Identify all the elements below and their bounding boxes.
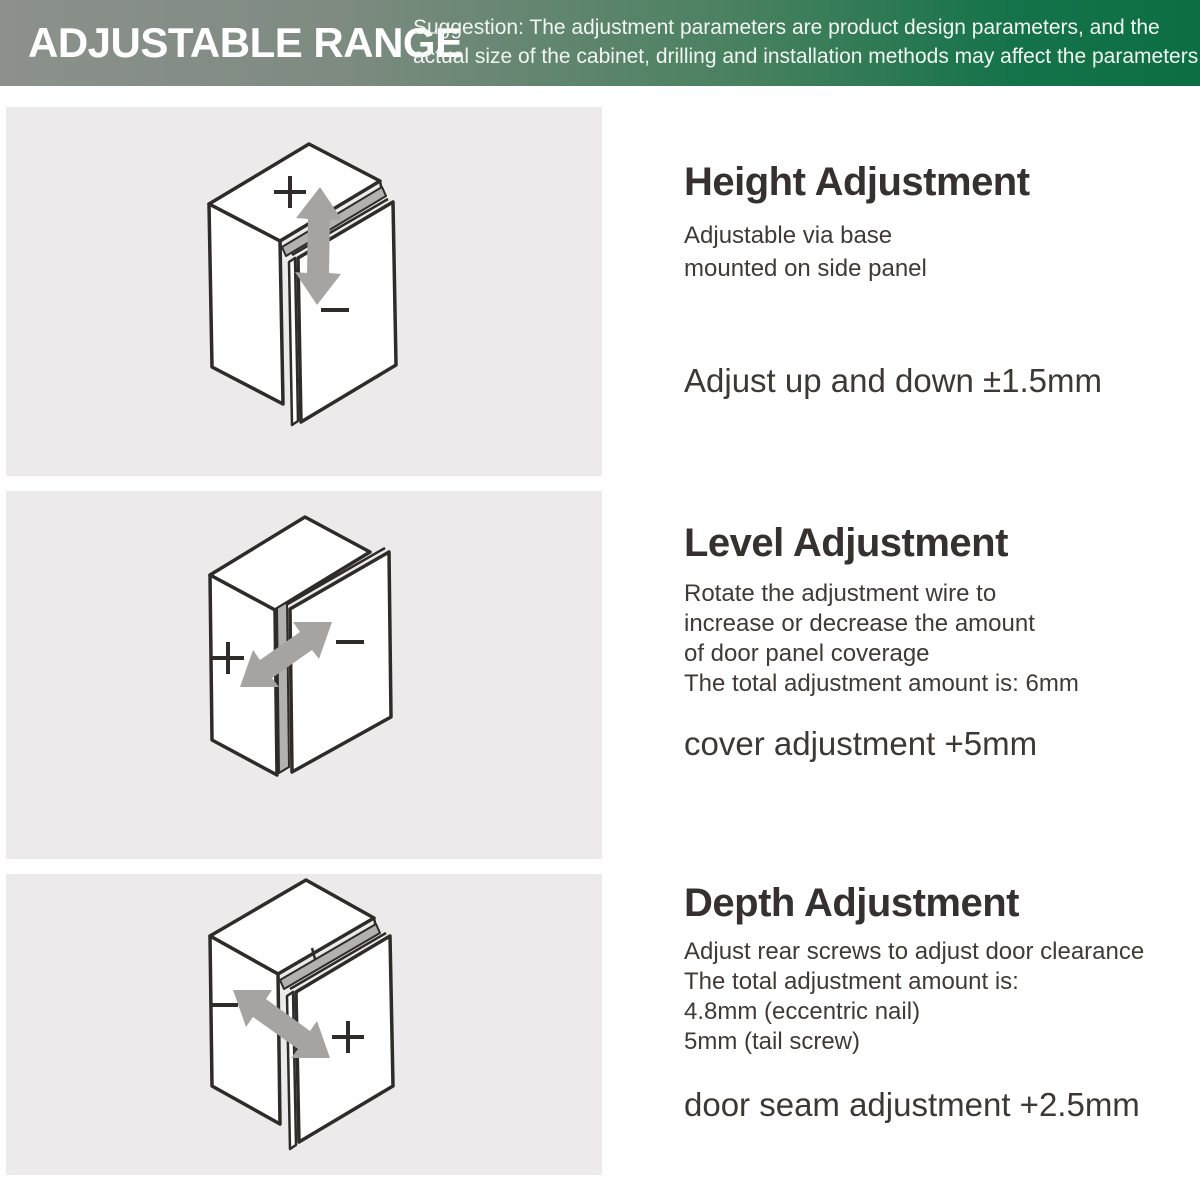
description-line: The total adjustment amount is: 6mm xyxy=(684,670,1079,697)
description-line: of door panel coverage xyxy=(684,640,930,667)
cabinet-height-illustration xyxy=(6,107,602,476)
header-banner xyxy=(0,0,1200,86)
illustration-panel-level xyxy=(6,491,602,859)
illustration-panel-depth xyxy=(6,874,602,1175)
section-title-depth: Depth Adjustment xyxy=(684,881,1019,925)
description-line: 5mm (tail screw) xyxy=(684,1028,861,1055)
illustration-panel-height xyxy=(6,107,602,476)
section-value-depth: door seam adjustment +2.5mm xyxy=(684,1086,1140,1123)
section-value-level: cover adjustment +5mm xyxy=(684,725,1038,762)
cabinet-level-illustration xyxy=(6,491,602,859)
description-line: The total adjustment amount is: xyxy=(684,968,1019,995)
door-side-gap xyxy=(277,602,289,773)
description-line: increase or decrease the amount xyxy=(684,610,1035,637)
section-title-level: Level Adjustment xyxy=(684,521,1008,565)
description-line: 4.8mm (eccentric nail) xyxy=(684,998,921,1025)
cabinet-depth-illustration xyxy=(6,874,602,1175)
description-line: Rotate the adjustment wire to xyxy=(684,580,997,607)
section-description-level xyxy=(684,579,1079,699)
suggestion-line-1: Suggestion: The adjustment parameters are product design parameters, and the xyxy=(413,16,1160,39)
section-description-height xyxy=(684,219,927,285)
section-title-height: Height Adjustment xyxy=(684,160,1030,204)
description-line: Adjustable via base xyxy=(684,222,893,249)
section-description-depth xyxy=(684,937,1144,1057)
suggestion-line-2: actual size of the cabinet, drilling and installation methods may affect the parameters xyxy=(413,45,1199,68)
header-suggestion xyxy=(413,13,1198,71)
page-title: ADJUSTABLE RANGE xyxy=(28,19,463,66)
section-value-height: Adjust up and down ±1.5mm xyxy=(684,362,1103,399)
description-line: Adjust rear screws to adjust door clearance xyxy=(684,938,1145,965)
description-line: mounted on side panel xyxy=(684,255,927,282)
